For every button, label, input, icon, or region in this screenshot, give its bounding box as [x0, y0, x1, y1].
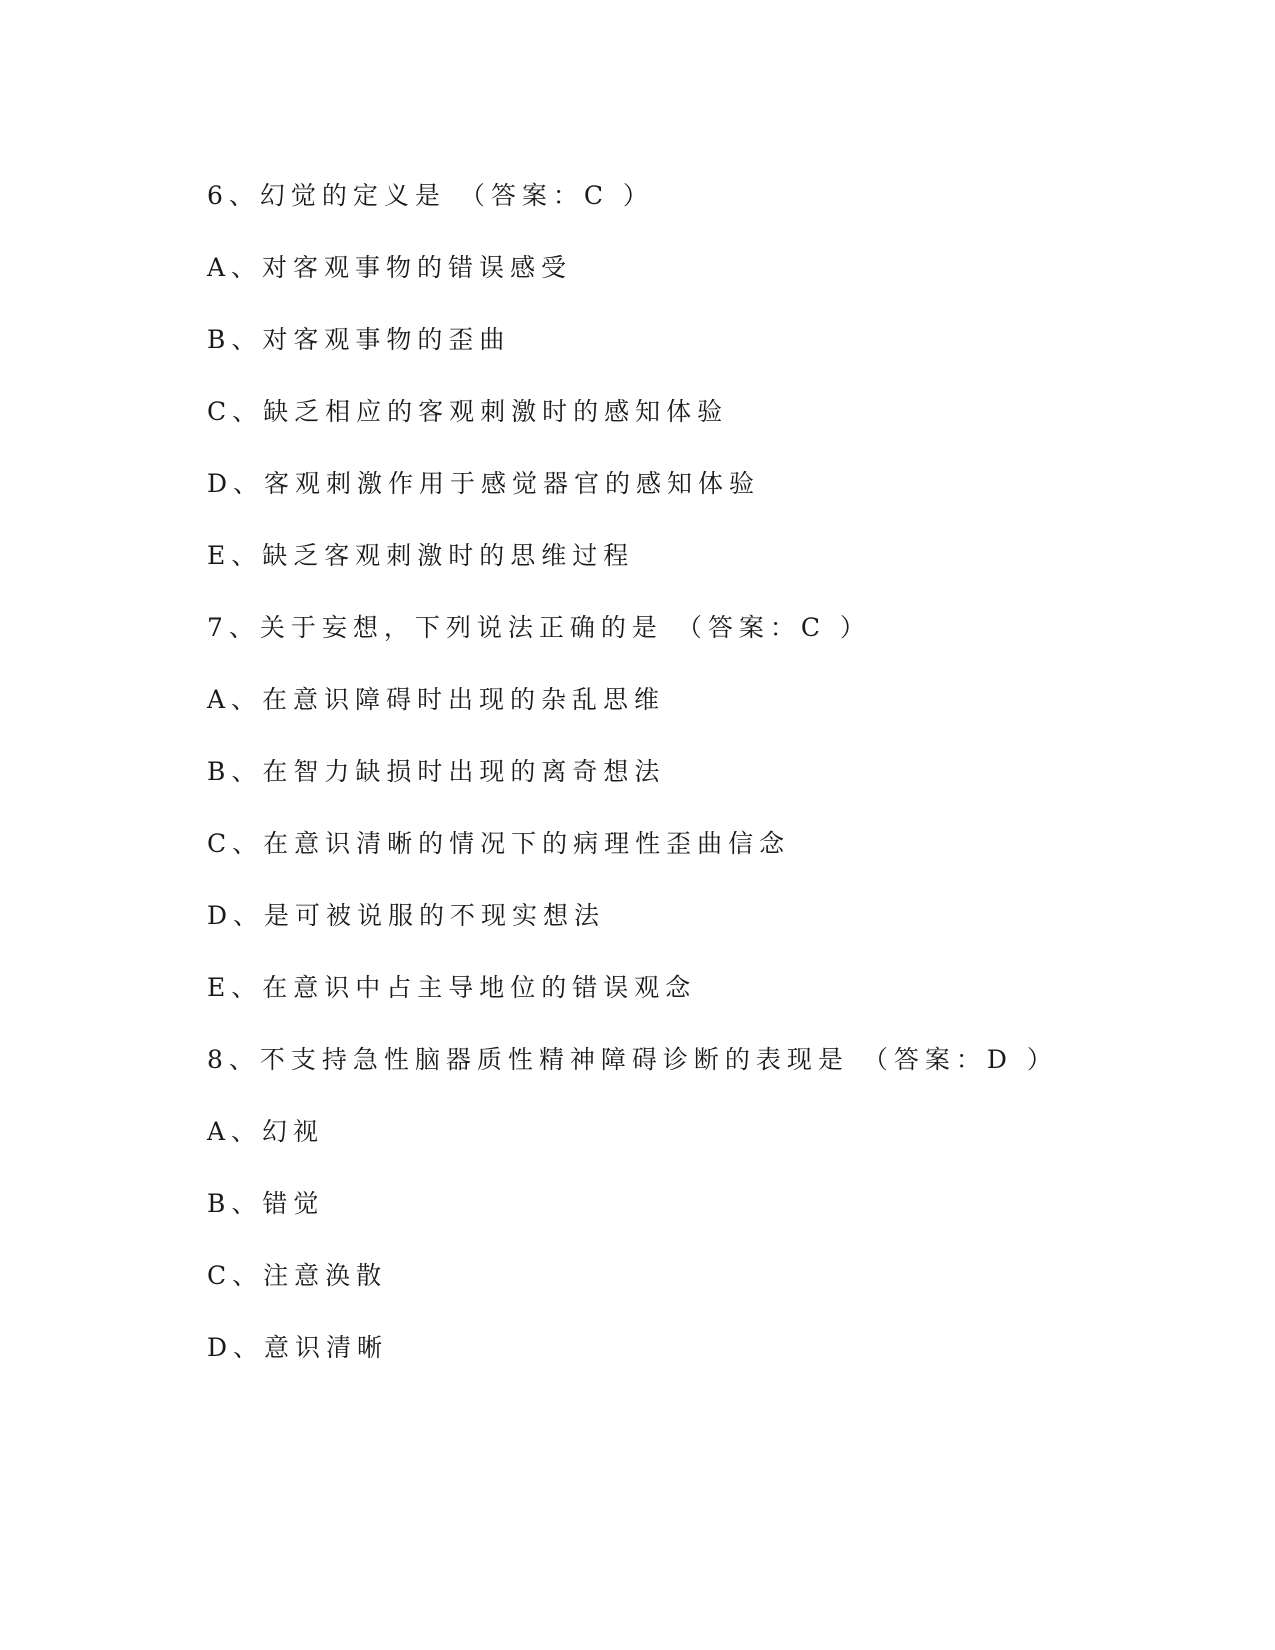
- question-7-option-d: D、是可被说服的不现实想法: [207, 901, 606, 930]
- question-7-option-b: B、在智力缺损时出现的离奇想法: [207, 757, 666, 786]
- question-7-option-c: C、在意识清晰的情况下的病理性歪曲信念: [207, 829, 791, 858]
- question-8-option-a: A、幻视: [207, 1117, 325, 1146]
- question-7-option-e: E、在意识中占主导地位的错误观念: [207, 973, 697, 1002]
- question-8-option-d: D、意识清晰: [207, 1333, 389, 1362]
- question-7-option-a: A、在意识障碍时出现的杂乱思维: [207, 685, 666, 714]
- question-6-option-d: D、客观刺激作用于感觉器官的感知体验: [207, 469, 761, 498]
- question-7-stem: 7、关于妄想，下列说法正确的是 （答案：C ）: [207, 613, 871, 642]
- question-6-stem: 6、幻觉的定义是 （答案：C ）: [207, 181, 654, 210]
- question-8-option-b: B、错觉: [207, 1189, 325, 1218]
- question-8-option-c: C、注意涣散: [207, 1261, 388, 1290]
- question-6-option-b: B、对客观事物的歪曲: [207, 325, 511, 354]
- question-6-option-c: C、缺乏相应的客观刺激时的感知体验: [207, 397, 729, 426]
- question-6-option-e: E、缺乏客观刺激时的思维过程: [207, 541, 635, 570]
- question-6-option-a: A、对客观事物的错误感受: [207, 253, 573, 282]
- question-8-stem: 8、不支持急性脑器质性精神障碍诊断的表现是 （答案：D ）: [207, 1045, 1058, 1074]
